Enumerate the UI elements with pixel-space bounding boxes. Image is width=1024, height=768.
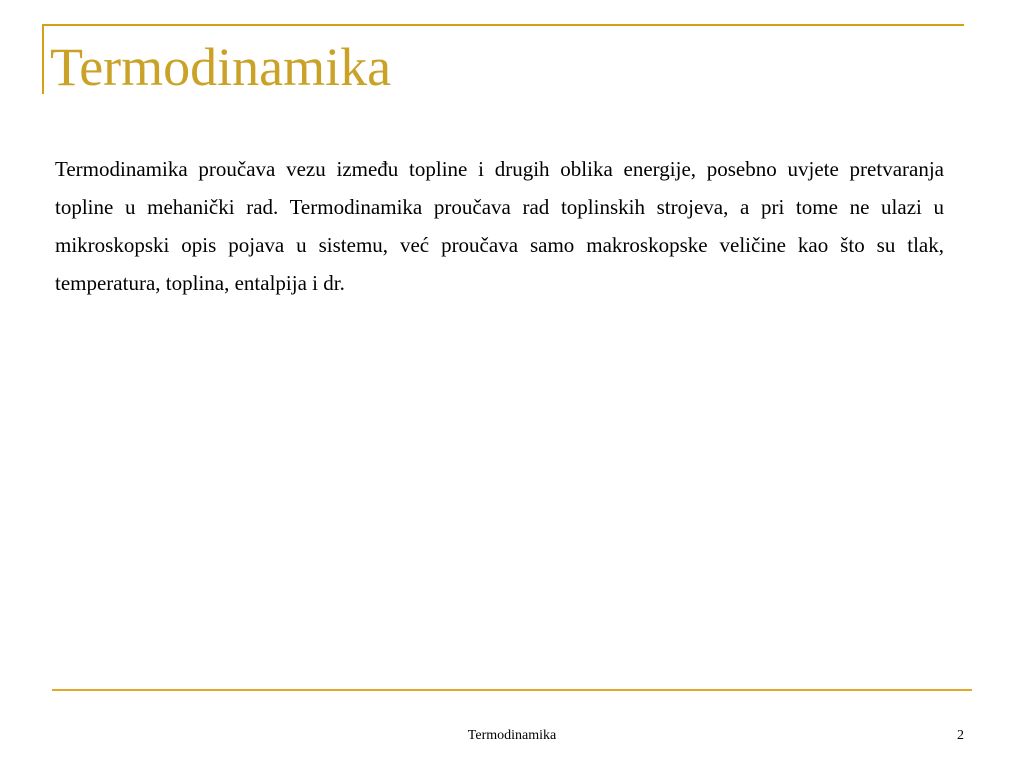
slide-body-text: Termodinamika proučava vezu između topline i drugih oblika energije, posebno uvjete pretvaranja topline u mehanički rad. Termodinamika proučava rad toplinskih strojeva, a pri tome ne ulazi u mikroskopski opis pojava u sistemu, već proučava samo makroskopske veličine kao što su tlak, temperatura, toplina, entalpija i dr. xyxy=(55,157,944,295)
slide-title: Termodinamika xyxy=(50,37,392,97)
title-frame-left-rule xyxy=(42,24,44,94)
footer-title: Termodinamika xyxy=(467,728,557,743)
title-frame-top-rule xyxy=(42,24,964,26)
page-number: 2 xyxy=(957,728,964,743)
footer-divider xyxy=(52,689,972,691)
